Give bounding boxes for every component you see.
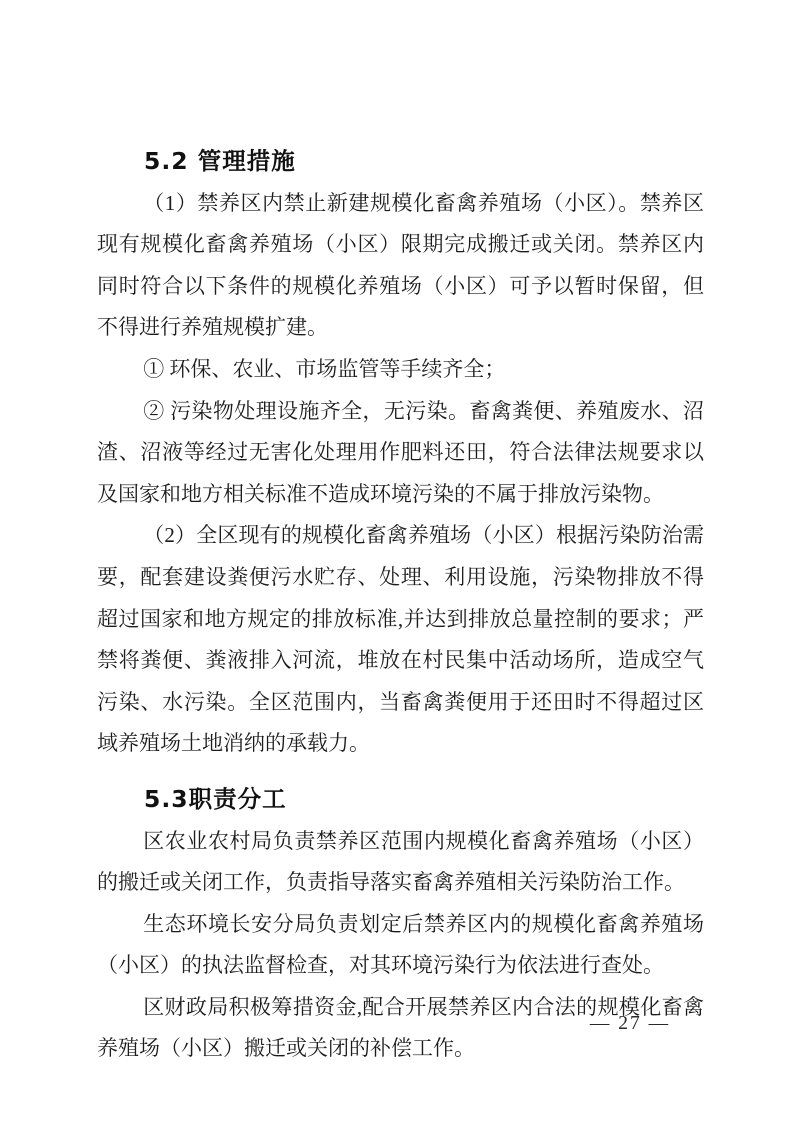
para-existing-farms-requirements: （2）全区现有的规模化畜禽养殖场（小区）根据污染防治需要，配套建设粪便污水贮存、处理、利用设施，污染物排放不得超过国家和地方规定的排放标准,并达到排放总量控制的要求；严禁将粪便、粪液排入河流，堆放在村民集中活动场所，造成空气污染、水污染。全区范围内，当畜禽粪便用于还田时不得超过区域养殖场土地消纳的承载力。 — [97, 523, 704, 756]
para-agriculture-rural-bureau: 区农业农村局负责禁养区范围内规模化畜禽养殖场（小区）的搬迁或关闭工作，负责指导落实畜禽养殖相关污染防治工作。 — [97, 828, 704, 895]
list-item-condition-1: ① 环保、农业、市场监管等手续齐全； — [143, 356, 506, 381]
para-finance-bureau: 区财政局积极筹措资金,配合开展禁养区内合法的规模化畜禽养殖场（小区）搬迁或关闭的补偿工作。 — [97, 994, 704, 1061]
para-new-farm-prohibition: （1）禁养区内禁止新建规模化畜禽养殖场（小区）。禁养区现有规模化畜禽养殖场（小区）限期完成搬迁或关闭。禁养区内同时符合以下条件的规模化养殖场（小区）可予以暂时保留，但不得进行养殖规模扩建。 — [97, 190, 704, 340]
document-body — [97, 141, 704, 1070]
section-heading-5-2: 5.2 管理措施 — [144, 147, 296, 175]
section-heading-5-3: 5.3职责分工 — [144, 784, 287, 813]
list-item-condition-2: ② 污染物处理设施齐全，无污染。畜禽粪便、养殖废水、沼渣、沼液等经过无害化处理用作肥料还田，符合法律法规要求以及国家和地方相关标准不造成环境污染的不属于排放污染物。 — [97, 398, 704, 506]
para-ecology-environment-branch: 生态环境长安分局负责划定后禁养区内的规模化畜禽养殖场（小区）的执法监督检查，对其环境污染行为依法进行查处。 — [97, 911, 704, 978]
page-number: — 27 — — [589, 1013, 671, 1034]
